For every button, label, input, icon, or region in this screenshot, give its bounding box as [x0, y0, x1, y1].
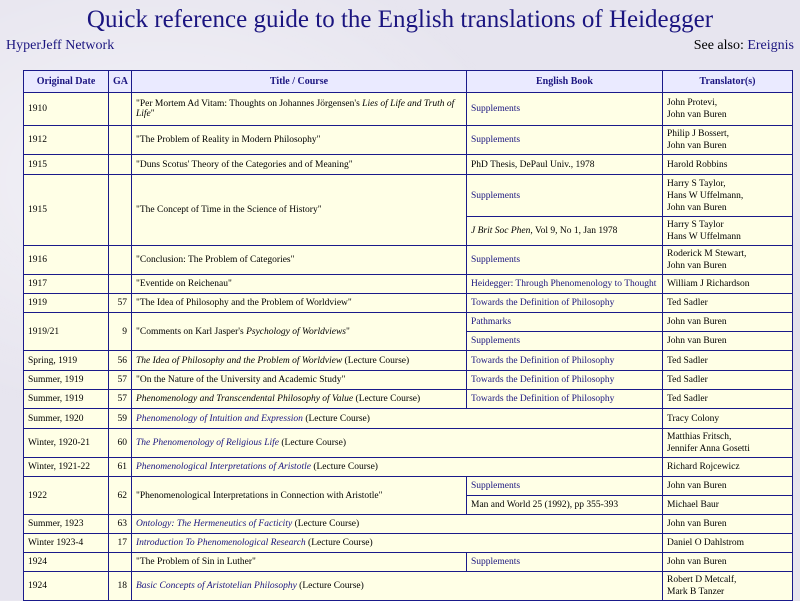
- row-translator: John van Buren: [663, 313, 793, 332]
- header-translators: Translator(s): [663, 71, 793, 93]
- row-title: "The Concept of Time in the Science of History": [132, 175, 467, 246]
- row-date: 1915: [24, 175, 109, 246]
- title-link[interactable]: Ontology: The Hermeneutics of Facticity: [136, 519, 293, 529]
- row-ga: 17: [109, 534, 132, 553]
- row-title: "Eventide on Reichenau": [132, 275, 467, 294]
- title-text-end: (Lecture Course): [292, 519, 360, 529]
- row-date: 1919: [24, 294, 109, 313]
- row-translator: Ted Sadler: [663, 294, 793, 313]
- row-ga: 57: [109, 390, 132, 409]
- translator: John van Buren: [667, 141, 727, 151]
- table-row: [24, 275, 793, 294]
- row-translator: John van Buren: [663, 553, 793, 572]
- title-text-end: (Lecture Course): [342, 355, 410, 366]
- row-book-link[interactable]: Supplements: [467, 126, 663, 155]
- row-translator: William J Richardson: [663, 275, 793, 294]
- table-row: [24, 572, 793, 601]
- header-title-course: Title / Course: [132, 71, 467, 93]
- translator: John van Buren: [667, 110, 727, 120]
- header-original-date: Original Date: [24, 71, 109, 93]
- table-row: [24, 294, 793, 313]
- table-row: [24, 246, 793, 275]
- row-title: "The Idea of Philosophy and the Problem of Worldview": [132, 294, 467, 313]
- title-link[interactable]: Phenomenological Interpretations of Aristotle: [136, 462, 311, 472]
- journal-details: , Vol 9, No 1, Jan 1978: [530, 226, 618, 236]
- row-date: 1915: [24, 155, 109, 175]
- table-row: [24, 371, 793, 390]
- row-ga: 60: [109, 429, 132, 458]
- row-translators: [663, 93, 793, 126]
- row-date: Summer, 1919: [24, 371, 109, 390]
- row-title: [132, 534, 663, 553]
- row-ga: 56: [109, 351, 132, 371]
- row-translators: [663, 175, 793, 217]
- see-also-label: See also:: [693, 38, 744, 53]
- table-row: [24, 534, 793, 553]
- row-translators: [663, 126, 793, 155]
- row-translator: Daniel O Dahlstrom: [663, 534, 793, 553]
- translator: Matthias Fritsch,: [667, 432, 732, 442]
- translator: Hans W Uffelmann: [667, 232, 741, 242]
- table-row: [24, 477, 793, 496]
- table-row: [24, 175, 793, 217]
- row-ga: 18: [109, 572, 132, 601]
- row-date: Summer, 1920: [24, 409, 109, 429]
- row-title: [132, 351, 467, 371]
- row-title: [132, 429, 663, 458]
- row-date: 1910: [24, 93, 109, 126]
- row-date: 1917: [24, 275, 109, 294]
- row-translator: John van Buren: [663, 332, 793, 351]
- row-ga: [109, 93, 132, 126]
- row-book-link[interactable]: Pathmarks: [467, 313, 663, 332]
- row-book-link[interactable]: Towards the Definition of Philosophy: [467, 390, 663, 409]
- row-title: [132, 93, 467, 126]
- row-ga: [109, 246, 132, 275]
- row-ga: 57: [109, 371, 132, 390]
- title-italic: Phenomenology and Transcendental Philosophy of Value: [136, 394, 354, 404]
- table-row: [24, 409, 793, 429]
- row-date: Summer, 1923: [24, 515, 109, 534]
- row-date: 1919/21: [24, 313, 109, 351]
- row-book-link[interactable]: Towards the Definition of Philosophy: [467, 371, 663, 390]
- row-title: "The Problem of Reality in Modern Philosophy": [132, 126, 467, 155]
- row-book-link[interactable]: Supplements: [467, 332, 663, 351]
- row-translator: Richard Rojcewicz: [663, 458, 793, 477]
- table-row: [24, 155, 793, 175]
- title-text-end: ": [346, 326, 350, 337]
- ereignis-link[interactable]: Ereignis: [747, 38, 794, 53]
- row-translator: Tracy Colony: [663, 409, 793, 429]
- table-header-row: [24, 71, 793, 93]
- row-ga: [109, 275, 132, 294]
- row-date: Winter, 1921-22: [24, 458, 109, 477]
- row-date: 1924: [24, 572, 109, 601]
- row-title: "Duns Scotus' Theory of the Categories and of Meaning": [132, 155, 467, 175]
- title-link[interactable]: Introduction To Phenomenological Research: [136, 538, 306, 548]
- translator: Philip J Bossert,: [667, 129, 730, 139]
- title-link[interactable]: Basic Concepts of Aristotelian Philosophy: [136, 581, 297, 591]
- row-book-link[interactable]: Heidegger: Through Phenomenology to Thought: [467, 275, 663, 294]
- title-text-end: (Lecture Course): [305, 538, 373, 548]
- row-title: "Phenomenological Interpretations in Connection with Aristotle": [132, 477, 467, 515]
- row-book-link[interactable]: Supplements: [467, 246, 663, 275]
- row-date: Winter 1923-4: [24, 534, 109, 553]
- title-italic: The Idea of Philosophy and the Problem of Worldview: [136, 355, 343, 366]
- row-ga: [109, 126, 132, 155]
- row-translators: [663, 246, 793, 275]
- row-title: "On the Nature of the University and Academic Study": [132, 371, 467, 390]
- row-date: 1912: [24, 126, 109, 155]
- table-row: [24, 351, 793, 371]
- row-translator: Michael Baur: [663, 496, 793, 515]
- row-title: [132, 409, 663, 429]
- row-date: Spring, 1919: [24, 351, 109, 371]
- table-row: [24, 515, 793, 534]
- translator: Jennifer Anna Gosetti: [667, 444, 750, 454]
- row-translator: Harold Robbins: [663, 155, 793, 175]
- title-link[interactable]: Phenomenology of Intuition and Expression: [136, 413, 303, 424]
- row-translator: Ted Sadler: [663, 351, 793, 371]
- row-book-link[interactable]: Supplements: [467, 477, 663, 496]
- row-translator: Ted Sadler: [663, 371, 793, 390]
- row-book: PhD Thesis, DePaul Univ., 1978: [467, 155, 663, 175]
- row-title: "Conclusion: The Problem of Categories": [132, 246, 467, 275]
- row-translators: [663, 572, 793, 601]
- row-translators: [663, 429, 793, 458]
- table-row: [24, 313, 793, 332]
- translator: John Protevi,: [667, 98, 718, 108]
- translator: Roderick M Stewart,: [667, 249, 747, 259]
- title-text-end: ": [150, 109, 155, 119]
- translator: Harry S Taylor: [667, 220, 724, 230]
- row-translator: John van Buren: [663, 515, 793, 534]
- title-text-end: (Lecture Course): [296, 581, 364, 591]
- table-row: [24, 93, 793, 126]
- title-text: "Comments on Karl Jasper's: [136, 326, 247, 337]
- row-ga: 57: [109, 294, 132, 313]
- row-translator: John van Buren: [663, 477, 793, 496]
- row-book-link[interactable]: Supplements: [467, 93, 663, 126]
- row-title: "The Problem of Sin in Luther": [132, 553, 467, 572]
- row-ga: 59: [109, 409, 132, 429]
- title-italic: Psychology of Worldviews: [246, 326, 346, 337]
- translations-table: [23, 70, 793, 601]
- see-also: [694, 38, 794, 54]
- row-title: [132, 515, 663, 534]
- row-ga: 63: [109, 515, 132, 534]
- row-ga: [109, 155, 132, 175]
- row-book-link[interactable]: Supplements: [467, 553, 663, 572]
- row-date: 1922: [24, 477, 109, 515]
- header-english-book: English Book: [467, 71, 663, 93]
- row-ga: 62: [109, 477, 132, 515]
- translator: Hans W Uffelmann,: [667, 190, 744, 201]
- row-ga: [109, 175, 132, 246]
- translator: Mark B Tanzer: [667, 587, 725, 597]
- hyperjeff-network-link[interactable]: HyperJeff Network: [6, 38, 115, 53]
- journal-title: J Brit Soc Phen: [471, 226, 531, 236]
- row-title: [132, 458, 663, 477]
- row-translator: Ted Sadler: [663, 390, 793, 409]
- row-book-link[interactable]: Towards the Definition of Philosophy: [467, 351, 663, 371]
- row-date: Winter, 1920-21: [24, 429, 109, 458]
- row-book: [467, 217, 663, 246]
- row-ga: [109, 553, 132, 572]
- row-ga: 61: [109, 458, 132, 477]
- title-text: "Per Mortem Ad Vitam: Thoughts on Johannes Jörgensen's: [136, 99, 363, 109]
- row-title: [132, 572, 663, 601]
- row-ga: 9: [109, 313, 132, 351]
- page-title: Quick reference guide to the English translations of Heidegger: [86, 6, 714, 33]
- table-row: [24, 126, 793, 155]
- header-ga: GA: [109, 71, 132, 93]
- row-book-link[interactable]: Supplements: [467, 175, 663, 217]
- title-link[interactable]: The Phenomenology of Religious Life: [136, 438, 280, 448]
- title-text-end: (Lecture Course): [302, 413, 370, 424]
- translator: Harry S Taylor,: [667, 178, 726, 189]
- table-row: [24, 390, 793, 409]
- row-title: [132, 390, 467, 409]
- title-italic: Lies of Life and Truth of Life: [136, 99, 455, 119]
- table-row: [24, 429, 793, 458]
- row-translators: [663, 217, 793, 246]
- translator: Robert D Metcalf,: [667, 575, 737, 585]
- translator: John van Buren: [667, 261, 727, 271]
- title-text-end: (Lecture Course): [279, 438, 347, 448]
- title-text-end: (Lecture Course): [310, 462, 378, 472]
- row-date: 1924: [24, 553, 109, 572]
- row-book: Man and World 25 (1992), pp 355-393: [467, 496, 663, 515]
- table-row: [24, 458, 793, 477]
- row-date: Summer, 1919: [24, 390, 109, 409]
- title-text-end: (Lecture Course): [353, 394, 421, 404]
- row-date: 1916: [24, 246, 109, 275]
- translator: John van Buren: [667, 202, 727, 213]
- row-book-link[interactable]: Towards the Definition of Philosophy: [467, 294, 663, 313]
- table-row: [24, 553, 793, 572]
- row-title: [132, 313, 467, 351]
